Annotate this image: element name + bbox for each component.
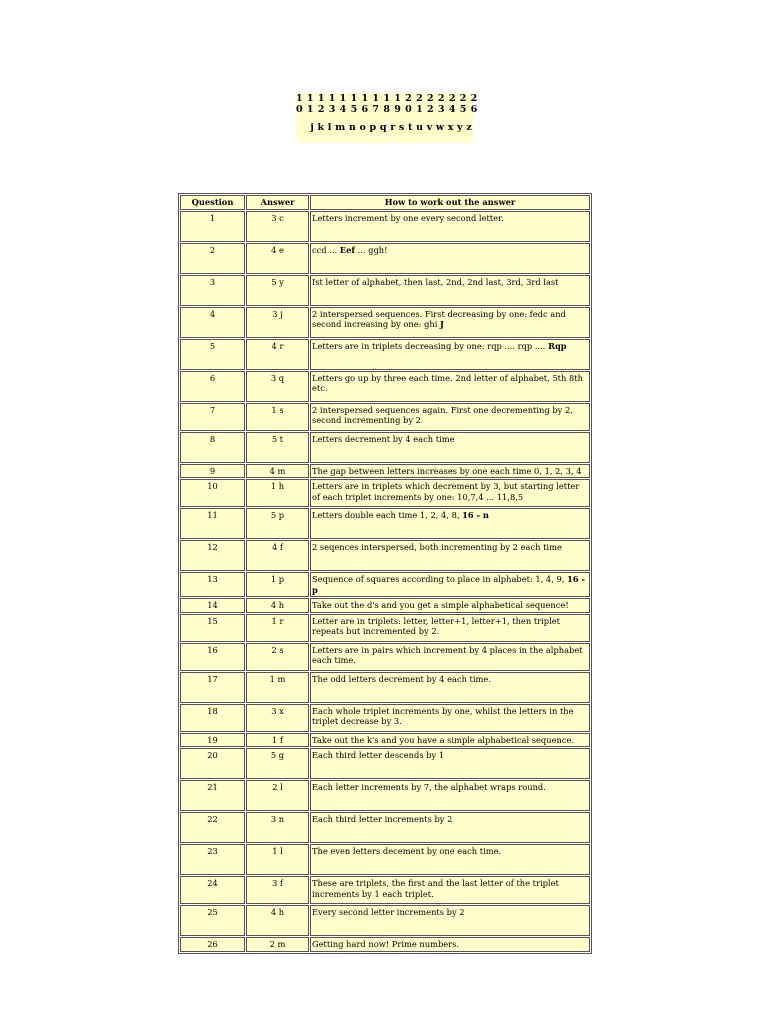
answer-cell: 4 m: [246, 464, 309, 479]
explanation-cell: [310, 371, 590, 402]
explanation-text: These are triplets, the first and the last letter of the triplet increments by 1 each triplet.: [312, 878, 559, 899]
table-row: [180, 780, 590, 811]
question-number: 18: [180, 704, 245, 732]
table-row: [180, 540, 590, 571]
table-row: [180, 643, 590, 671]
question-number: 16: [180, 643, 245, 671]
question-number: 1: [180, 211, 245, 242]
explanation-text: Letter are in triplets: letter, letter+1, letter+1, then triplet repeats but incremented by 2.: [312, 615, 560, 636]
key-tens-row: 1 1 1 1 1 1 1 1 1 1 2 2 2 2 2 2 2: [296, 93, 478, 104]
explanation-text: Getting hard now! Prime numbers.: [312, 939, 460, 949]
explanation-text: The gap between letters increases by one each time 0, 1, 2, 3, 4: [312, 465, 582, 476]
answer-cell: 1 s: [246, 403, 309, 431]
answer-cell: 5 p: [246, 508, 309, 539]
question-number: 5: [180, 339, 245, 370]
table-row: [180, 508, 590, 539]
explanation-cell: [310, 905, 590, 936]
table-row: [180, 812, 590, 843]
explanation-cell: [310, 733, 590, 748]
answer-cell: 4 h: [246, 905, 309, 936]
explanation-text: Ist letter of alphabet, then last, 2nd, 2nd last, 3rd, 3rd last: [312, 276, 559, 287]
alphabet-position-key: [296, 93, 478, 143]
question-number: 6: [180, 371, 245, 402]
explanation-cell: [310, 275, 590, 306]
question-number: 2: [180, 243, 245, 274]
explanation-cell: [310, 844, 590, 875]
answer-cell: 5 y: [246, 275, 309, 306]
table-row: [180, 403, 590, 431]
question-number: 22: [180, 812, 245, 843]
explanation-cell: [310, 307, 590, 338]
answer-cell: 2 l: [246, 780, 309, 811]
answer-cell: 3 q: [246, 371, 309, 402]
explanation-text: Letters decrement by 4 each time: [312, 433, 455, 444]
question-number: 17: [180, 672, 245, 703]
question-number: 23: [180, 844, 245, 875]
answer-cell: 3 n: [246, 812, 309, 843]
answer-cell: 1 l: [246, 844, 309, 875]
question-number: 12: [180, 540, 245, 571]
explanation-text: Take out the k's and you have a simple alphabetical sequence.: [312, 734, 575, 745]
answer-cell: 3 x: [246, 704, 309, 732]
explanation-answer-emphasis: 16 - n: [462, 510, 489, 520]
question-number: 4: [180, 307, 245, 338]
question-number: 10: [180, 479, 245, 507]
explanation-answer-emphasis: Rqp: [548, 340, 567, 351]
explanation-cell: [310, 937, 590, 952]
header-explanation: How to work out the answer: [310, 195, 590, 210]
explanation-text: Letters double each time 1, 2, 4, 8,: [312, 510, 463, 520]
explanation-text: Letters are in pairs which increment by 4 places in the alphabet each time.: [312, 644, 583, 665]
explanation-cell: [310, 643, 590, 671]
table-row: [180, 479, 590, 507]
table-row: [180, 371, 590, 402]
explanation-cell: [310, 464, 590, 479]
question-number: 26: [180, 937, 245, 952]
answer-cell: 1 m: [246, 672, 309, 703]
explanation-text: Each letter increments by 7, the alphabet wraps round.: [312, 782, 546, 792]
explanation-cell: [310, 812, 590, 843]
table-row: [180, 844, 590, 875]
question-number: 7: [180, 403, 245, 431]
table-row: [180, 243, 590, 274]
question-number: 11: [180, 508, 245, 539]
explanation-cell: [310, 243, 590, 274]
table-row: [180, 614, 590, 642]
answer-cell: 4 e: [246, 243, 309, 274]
explanation-cell: [310, 211, 590, 242]
explanation-answer-emphasis: 16 - p: [312, 574, 585, 595]
explanation-cell: [310, 748, 590, 779]
explanation-cell: [310, 672, 590, 703]
table-row: [180, 307, 590, 338]
question-number: 24: [180, 876, 245, 904]
explanation-text: Letters increment by one every second letter.: [312, 212, 504, 223]
question-number: 8: [180, 432, 245, 463]
answer-cell: 1 h: [246, 479, 309, 507]
question-number: 20: [180, 748, 245, 779]
table-header-row: [180, 195, 590, 210]
table-row: [180, 598, 590, 613]
answers-table: [178, 193, 592, 954]
table-row: [180, 339, 590, 370]
key-letters-row: j k l m n o p q r s t u v w x y z: [310, 122, 472, 133]
explanation-answer-emphasis: J: [440, 319, 444, 329]
header-answer: Answer: [246, 195, 309, 210]
answer-cell: 1 p: [246, 572, 309, 597]
answer-cell: 2 m: [246, 937, 309, 952]
table-row: [180, 704, 590, 732]
explanation-cell: [310, 572, 590, 597]
explanation-text: Sequence of squares according to place in alphabet: 1, 4, 9,: [312, 574, 568, 584]
table-row: [180, 432, 590, 463]
explanation-text: The odd letters decrement by 4 each time.: [312, 673, 491, 684]
answer-cell: 2 s: [246, 643, 309, 671]
explanation-text: Each third letter increments by 2: [312, 814, 453, 824]
answer-cell: 3 f: [246, 876, 309, 904]
explanation-answer-emphasis: Eef: [339, 244, 355, 255]
explanation-cell: [310, 598, 590, 613]
explanation-cell: [310, 339, 590, 370]
table-row: [180, 748, 590, 779]
answer-cell: 4 r: [246, 339, 309, 370]
question-number: 9: [180, 464, 245, 479]
question-number: 21: [180, 780, 245, 811]
answer-cell: 4 h: [246, 598, 309, 613]
explanation-cell: [310, 479, 590, 507]
answer-cell: 4 f: [246, 540, 309, 571]
explanation-text: Take out the d's and you get a simple alphabetical sequence!: [312, 600, 569, 610]
header-question: Question: [180, 195, 245, 210]
table-row: [180, 733, 590, 748]
table-row: [180, 672, 590, 703]
answer-cell: 5 t: [246, 432, 309, 463]
table-row: [180, 876, 590, 904]
explanation-cell: [310, 876, 590, 904]
table-row: [180, 937, 590, 952]
explanation-text-tail: ... ggh!: [354, 244, 388, 255]
table-row: [180, 275, 590, 306]
question-number: 19: [180, 733, 245, 748]
explanation-text: Letters are in triplets which decrement by 3, but starting letter of each triplet increments by one: 10,7,4 ... 11,8,5: [312, 481, 580, 502]
explanation-cell: [310, 614, 590, 642]
question-number: 25: [180, 905, 245, 936]
explanation-text: Each whole triplet increments by one, whilst the letters in the triplet decrease by 3.: [312, 705, 574, 726]
question-number: 14: [180, 598, 245, 613]
answer-cell: 3 c: [246, 211, 309, 242]
question-number: 3: [180, 275, 245, 306]
question-number: 15: [180, 614, 245, 642]
answer-cell: 1 r: [246, 614, 309, 642]
question-number: 13: [180, 572, 245, 597]
explanation-text: ccd ...: [312, 244, 340, 255]
explanation-cell: [310, 508, 590, 539]
explanation-text: Letters are in triplets decreasing by one: rqp .... rqp ....: [312, 340, 549, 351]
explanation-text: Letters go up by three each time. 2nd letter of alphabet, 5th 8th etc.: [312, 372, 583, 393]
answer-cell: 5 g: [246, 748, 309, 779]
explanation-text: Each third letter descends by 1: [312, 750, 445, 760]
key-units-row: 0 1 2 3 4 5 6 7 8 9 0 1 2 3 4 5 6: [296, 104, 478, 115]
explanation-text: 2 interspersed sequences again. First one decrementing by 2, second incrementing by 2: [312, 404, 573, 425]
answer-cell: 1 f: [246, 733, 309, 748]
answer-cell: 3 j: [246, 307, 309, 338]
explanation-cell: [310, 540, 590, 571]
explanation-cell: [310, 704, 590, 732]
explanation-text: 2 seqences interspersed, both incrementing by 2 each time: [312, 542, 562, 552]
table-row: [180, 905, 590, 936]
explanation-cell: [310, 432, 590, 463]
explanation-cell: [310, 403, 590, 431]
table-row: [180, 211, 590, 242]
explanation-text: The even letters decement by one each time.: [312, 846, 502, 856]
table-row: [180, 464, 590, 479]
explanation-text: 2 interspersed sequences. First decreasing by one: fedc and second increasing by one: ghi: [312, 308, 566, 329]
table-row: [180, 572, 590, 597]
explanation-cell: [310, 780, 590, 811]
explanation-text: Every second letter increments by 2: [312, 907, 465, 917]
